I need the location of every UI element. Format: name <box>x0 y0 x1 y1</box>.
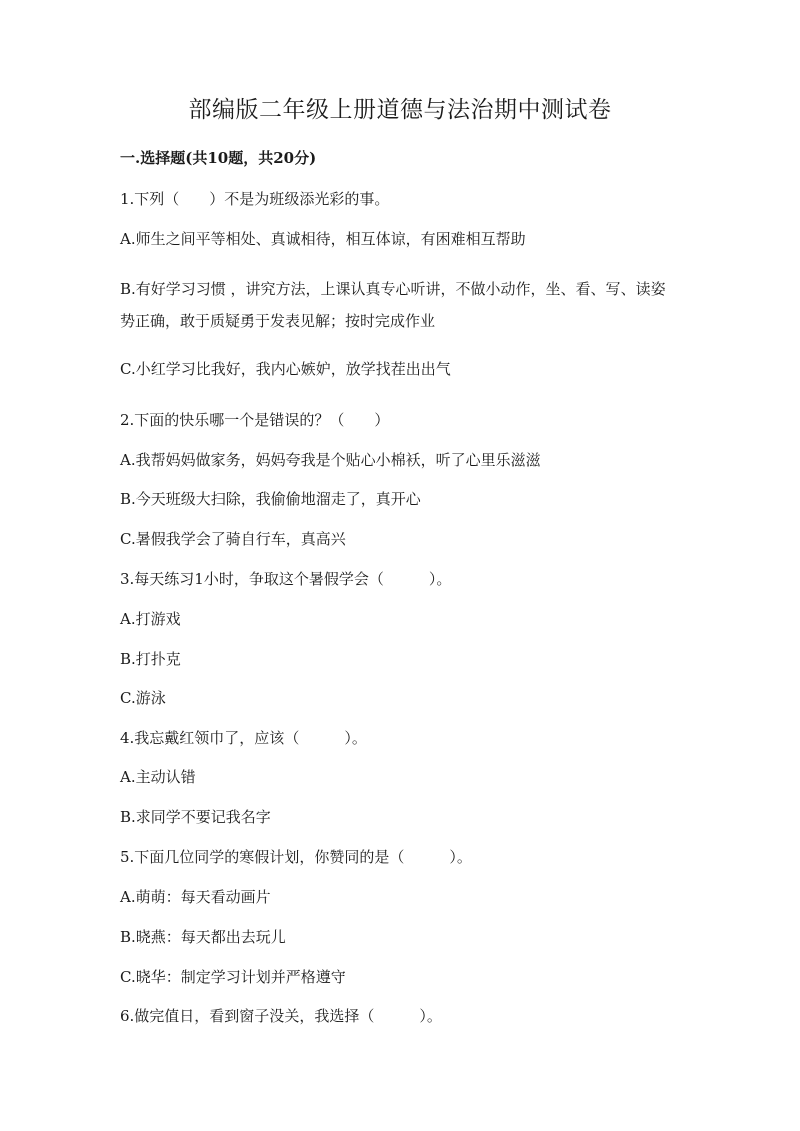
page-title: 部编版二年级上册道德与法治期中测试卷 <box>188 97 612 123</box>
section-heading: 一.选择题(共10题，共20分) <box>120 149 317 167</box>
question-3-option-c: C.游泳 <box>120 689 166 707</box>
question-4-stem: 4.我忘戴红领巾了，应该（ ）。 <box>120 729 367 747</box>
question-4-option-a: A.主动认错 <box>120 768 196 786</box>
question-5-option-c: C.晓华：制定学习计划并严格遵守 <box>120 968 346 986</box>
question-2-option-b: B.今天班级大扫除，我偷偷地溜走了，真开心 <box>120 490 421 508</box>
question-6-stem: 6.做完值日，看到窗子没关，我选择（ ）。 <box>120 1007 442 1025</box>
question-5-option-b: B.晓燕：每天都出去玩儿 <box>120 928 286 946</box>
question-4-option-b: B.求同学不要记我名字 <box>120 808 271 826</box>
question-3-stem: 3.每天练习1小时，争取这个暑假学会（ ）。 <box>120 570 452 588</box>
question-3-option-a: A.打游戏 <box>120 610 181 628</box>
question-1-option-a: A.师生之间平等相处、真诚相待，相互体谅，有困难相互帮助 <box>120 230 526 248</box>
question-5-option-a: A.萌萌：每天看动画片 <box>120 888 271 906</box>
question-5-stem: 5.下面几位同学的寒假计划，你赞同的是（ ）。 <box>120 848 472 866</box>
question-1-stem: 1.下列（ ）不是为班级添光彩的事。 <box>120 190 390 208</box>
question-2-option-c: C.暑假我学会了骑自行车，真高兴 <box>120 530 346 548</box>
question-2-stem: 2.下面的快乐哪一个是错误的？（ ） <box>120 411 390 429</box>
question-1-option-b: B.有好学习习惯 ，讲究方法，上课认真专心听讲，不做小动作，坐、看、写、读姿势正确，敢于质疑勇于发表见解；按时完成作业 <box>120 280 666 330</box>
question-1-option-c: C.小红学习比我好，我内心嫉妒，放学找茬出出气 <box>120 360 451 378</box>
question-3-option-b: B.打扑克 <box>120 650 181 668</box>
question-2-option-a: A.我帮妈妈做家务，妈妈夸我是个贴心小棉袄，听了心里乐滋滋 <box>120 451 541 469</box>
